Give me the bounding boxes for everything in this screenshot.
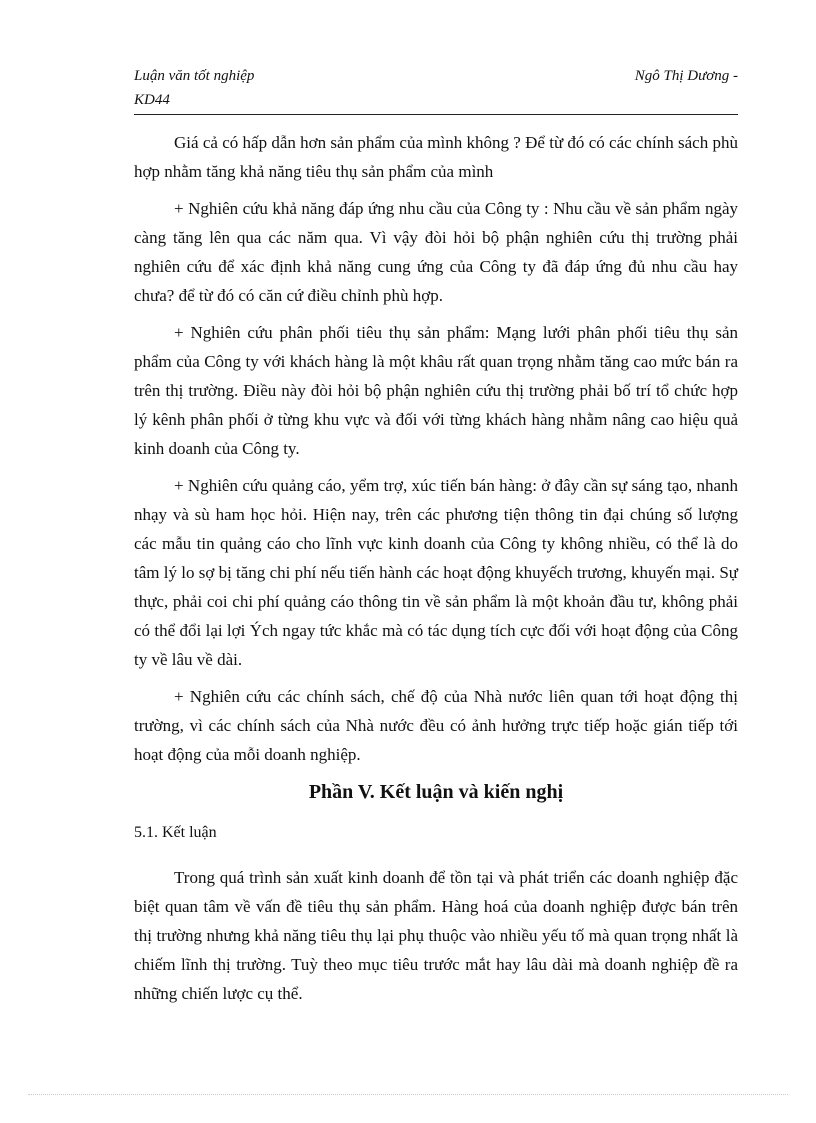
header-line [134,64,738,88]
paragraph-6: Trong quá trình sản xuất kinh doanh để tồn tại và phát triển các doanh nghiệp đặc biệt quan tâm về vấn đề tiêu thụ sản phẩm. Hàng hoá của doanh nghiệp được bán trên thị trường nhưng khả năng tiêu thụ lại phụ thuộc vào nhiều yếu tố mà quan trọng nhất là chiếm lĩnh thị trường. Tuỳ theo mục tiêu trước mắt hay lâu dài mà doanh nghiệp đề ra những chiến lược cụ thể. [134,868,738,1003]
page-header [134,64,738,115]
subsection-title: 5.1. Kết luận [134,824,217,841]
document-body [134,128,738,1016]
header-author: Ngô Thị Dương - [634,68,738,84]
footer-divider [28,1094,788,1095]
paragraph-2: + Nghiên cứu khả năng đáp ứng nhu cầu của Công ty : Nhu cầu về sản phẩm ngày càng tăng lên qua các năm qua. Vì vậy đòi hỏi bộ phận nghiên cứu thị trường phải nghiên cứu để xác định khả năng cung ứng của Công ty đã đáp ứng đủ nhu cầu hay chưa? để từ đó có căn cứ điều chỉnh phù hợp. [134,199,738,305]
header-code: KD44 [134,88,738,115]
paragraph-5: + Nghiên cứu các chính sách, chế độ của Nhà nước liên quan tới hoạt động thị trường, vì các chính sách của Nhà nước đều có ảnh hưởng trực tiếp hoặc gián tiếp tới hoạt động của mỗi doanh nghiệp. [134,687,738,764]
header-title: Luận văn tốt nghiệp [134,68,255,84]
paragraph-1: Giá cả có hấp dẫn hơn sản phẩm của mình không ? Để từ đó có các chính sách phù hợp nhằm tăng khả năng tiêu thụ sản phẩm của mình [134,133,738,181]
section-title: Phần V. Kết luận và kiến nghị [308,781,564,803]
paragraph-4: + Nghiên cứu quảng cáo, yểm trợ, xúc tiến bán hàng: ở đây cần sự sáng tạo, nhanh nhạy và sù ham học hỏi. Hiện nay, trên các phương tiện thông tin đại chúng số lượng các mẫu tin quảng cáo cho lĩnh vực kinh doanh của Công ty không nhiều, có thể là do tâm lý lo sợ bị tăng chi phí nếu tiến hành các hoạt động khuyếch trương, khuyến mại. Sự thực, phải coi chi phí quảng cáo thông tin về sản phẩm là một khoản đầu tư, không phải có thể đổi lại lợi Ých ngay tức khắc mà có tác dụng tích cực đối với hoạt động của Công ty về lâu về dài. [134,476,738,669]
paragraph-3: + Nghiên cứu phân phối tiêu thụ sản phẩm: Mạng lưới phân phối tiêu thụ sản phẩm của Công ty với khách hàng là một khâu rất quan trọng nhằm tăng cao mức bán ra trên thị trường. Điều này đòi hỏi bộ phận nghiên cứu thị trường phải bố trí tổ chức hợp lý kênh phân phối ở từng khu vực và đối với từng khách hàng nhằm nâng cao hiệu quả kinh doanh của Công ty. [134,323,738,458]
